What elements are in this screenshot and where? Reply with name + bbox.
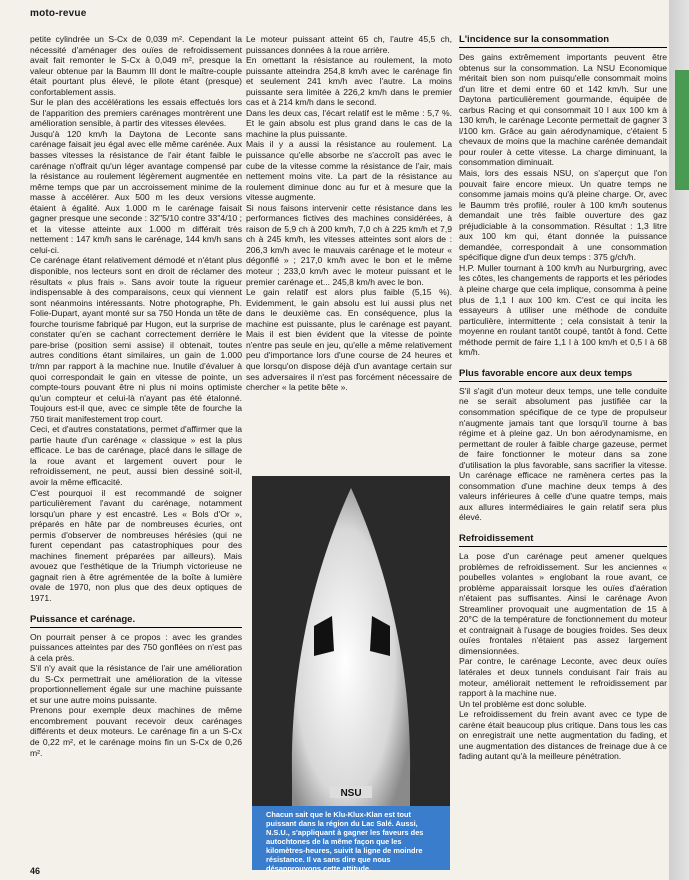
plate-label: NSU: [340, 788, 362, 799]
paragraph: C'est pourquoi il est recommandé de soigner particulièrement l'avant du carénage, notamment lorsqu'un phare y est encastré. Les « Bols d'Or », préparés en hâte par de nombreuses écuries, ont permis d'observer de nombreuses hérésies (qui ne furent cependant pas catastrophiques pour des machines finement préparées par ailleurs). Mais avouez que l'esthétique de la Triumph victorieuse ne gagnait rien à être agrémentée de la boîte à lumière ovale de 1970, non plus que des deux optiques de 1971.: [30, 487, 242, 603]
paragraph: H.P. Muller tournant à 100 km/h au Nurburgring, avec les côtes, les changements de rapports et les périodes à pleine charge que cela implique, consomma à peine plus de 1,1 l aux 100 km. C'est ce qui incita les essayeurs à utiliser une méthode de conduite particulière, intermittente ; cela consistait à tenir la moyenne en roulant tantôt coupé, tantôt à fond. Cette méthode permit de faire 1,1 l à 100 km/h et 0,5 l à 68 km/h.: [459, 262, 667, 358]
magazine-header: moto-revue: [30, 8, 87, 19]
paragraph: La pose d'un carénage peut amener quelques problèmes de refroidissement. Sur les anciennes « poubelles volantes » englobant la roue avant, ce problème apparaissait lorsque les ouïes d'aération n'étaient pas suffisantes. Ainsi le carénage Avon Streamliner provoquait une augmentation de 15 à 20°C de la température de fonctionnement du moteur et contraignait à l'usage de bougies froides. Ses deux ouïes frontales n'étaient pas assez largement dimensionnées.: [459, 550, 667, 656]
paragraph: Si nous faisons intervenir cette résistance dans les performances fictives des machines considérées, à raison de 5,9 ch à 200 km/h, 7,0 ch à 225 km/h et 7,9 ch à 245 km/h, les vitesses atteintes sont alors de : 206,3 km/h avec le mauvais carénage et le moteur « dégonflé » ; 217,0 km/h avec le bon et le même moteur ; 233,0 km/h avec le moteur puissant et le premier carénage et... 245,8 km/h avec le bon.: [246, 202, 452, 287]
paragraph: Sur le plan des accélérations les essais effectués lors de l'apparition des premiers carénages montrèrent une amélioration sensible, à partir des vitesses élevées.: [30, 97, 242, 129]
page-edge: [669, 0, 689, 880]
photo-caption: Chacun sait que le Klu-Klux-Klan est tout puissant dans la région du Lac Salé. Aussi, N.S.U., s'appliquant à gagner les faveurs des autochtones de la même façon que les kilomètres-heures, suivit la ligne de moindre résistance. Il va sans dire que nous désapprouvons cette attitude.: [252, 806, 450, 870]
paragraph: Mais il y a aussi la résistance au roulement. La puissance qu'elle absorbe ne s'accroît pas avec le cube de la vitesse comme la résistance de l'air, mais nettement moins vite. La part de la résistance au roulement diminue donc au fur et à mesure que la vitesse augmente.: [246, 139, 452, 203]
paragraph: Jusqu'à 120 km/h la Daytona de Leconte sans carénage faisait jeu égal avec elle même carénée. Aux basses vitesses la résistance de l'air étant faible le carénage n'offrait qu'un léger avantage compensé par la résistance au roulement légèrement augmentée en même temps que par un accroissement minime de la masse à accélérer. Aux 500 m les deux versions étaient à égalité. Aux 1.000 m le carénage faisait gagner presque une seconde : 32"5/10 contre 33"4/10 ; et la vitesse atteinte aux 1.000 m différait très nettement : 147 km/h sans le carénage, 144 km/h sans celui-ci.: [30, 128, 242, 255]
paragraph: S'il n'y avait que la résistance de l'air une amélioration du S-Cx permettrait une amélioration de la vitesse proportionnellement égale sur une machine puissante et sur une autre moins puissante.: [30, 663, 242, 705]
paragraph: Ce carénage étant relativement démodé et n'étant plus disponible, nos lecteurs sont en droit de réclamer des résultats « plus frais ». Sans avoir toute la rigueur indispensable à des comparaisons, ceux qui viennent sont néanmoins intéressants. Notre photographe, Ph. Folie-Dupart, ayant monté sur sa 750 Honda un tête de fourche tourisme fabriqué par Hugon, eut la surprise de constater qu'en se cachant correctement derrière le pare-brise (position semi assise) il obtenait, toutes autres conditions étant similaires, un gain de 1.000 tr/mn par rapport à la machine nue. Inutile d'évaluer à quoi correspondait le gain en vitesse de pointe, un compte-tours pouvant être ni plus ni moins optimiste qu'un compteur et celui-là n'ayant pas été étalonné. Toujours est-il que, avec ce simple tête de fourche la 750 tirait manifestement trop court.: [30, 255, 242, 424]
paragraph: Un tel problème est donc soluble.: [459, 698, 587, 709]
paragraph: Par contre, le carénage Leconte, avec deux ouïes latérales et deux tunnels conduisant l'air frais au moteur, améliorait nettement le refroidissement par rapport à la machine nue.: [459, 656, 667, 699]
paragraph: En omettant la résistance au roulement, la moto puissante atteindra 254,8 km/h avec le carénage fin et seulement 241 km/h avec l'autre. La moins puissante sera limitée à 226,2 km/h dans le premier cas et à 214 km/h dans le second.: [246, 55, 452, 108]
paragraph: Mais, lors des essais NSU, on s'aperçut que l'on pouvait faire encore mieux. Un quatre temps ne consomme jamais moins qu'à pleine charge. Or, avec le Baumm très profilé, rouler à 100 km/h soutenus demandait une très faible ouverture des gaz préjudiciable à la consommation. Résultat : 1,3 litre aux 100 km qui, étant donnée la puissance demandée, correspondait à une consommation spécifique digne d'un deux temps : 375 g/ch/h.: [459, 168, 667, 263]
column-1: [30, 34, 242, 758]
column-2: [246, 34, 452, 393]
paragraph: Dans les deux cas, l'écart relatif est le même : 5,7 %. Et le gain absolu est plus grand dans le cas de la machine la plus puissante.: [246, 107, 452, 139]
page-number: 46: [30, 866, 41, 876]
paragraph: petite cylindrée un S-Cx de 0,039 m². Cependant la nécessité d'aménager des ouïes de refroidissement avait fait remonter le S-Cx à 0,049 m², presque la valeur obtenue par la Baumm III dont le maître-couple était pourtant plus élevé, le pilote étant (presque) confortablement assis.: [30, 34, 242, 97]
column-3: [459, 34, 667, 762]
paragraph: On pourrait penser à ce propos : avec les grandes puissances atteintes par des 750 gonflées on n'est pas à cela près.: [30, 631, 242, 663]
paragraph: S'il s'agit d'un moteur deux temps, une telle conduite ne se serait absolument pas justifiée car la consommation spécifique de ce type de propulseur n'augmente jamais tant que lorsqu'il tourne à bas régime et à pleine gaz. Un bon aérodynamisme, en permettant de rouler à faible charge gazeuse, permet de faire fonctionner le moteur dans sa zone d'utilisation la plus favorable, sans sacrifier la vitesse. Un carénage efficace ne ramènera certes pas la consommation d'une machine deux temps à des valeurs inférieures à celle d'une quatre temps, mais aux allures intermédiaires le gain relatif sera plus élevé.: [459, 385, 667, 523]
section-heading: Plus favorable encore aux deux temps: [459, 368, 667, 382]
fairing-illustration: [252, 476, 450, 806]
fairing-photo: [252, 476, 450, 806]
section-heading: Refroidissement: [459, 533, 667, 547]
section-heading: L'incidence sur la consommation: [459, 34, 667, 48]
paragraph: Le moteur puissant atteint 65 ch, l'autre 45,5 ch, puissances données à la roue arrière.: [246, 34, 452, 55]
paragraph: Le gain relatif est alors plus faible (5,15 %). Evidemment, le gain absolu est lui aussi plus net dans le deuxième cas. En conséquence, plus la machine est puissante, plus le carénage est payant. Mais il est bien évident que la vitesse de pointe n'entre pas seule en jeu, qu'elle a même relativement peu d'importance lors d'une course de 24 heures et que lorsqu'on dispose déjà d'un avantage certain sur ses adversaires il n'est pas forcément nécessaire de chercher « la petite bête ».: [246, 287, 452, 393]
edge-tab: [675, 70, 689, 190]
paragraph: Ceci, et d'autres constatations, permet d'affirmer que la partie haute d'un carénage « classique » est la plus efficace. Le bas de carénage, placé dans le sillage de la roue avant et largement ouvert pour le refroidissement, ne peut, aussi bien dessiné soit-il, avoir la même efficacité.: [30, 424, 242, 487]
paragraph: Des gains extrêmement importants peuvent être obtenus sur la consommation. La NSU Economique méritait bien son nom puisqu'elle consommait moins d'un litre et demi entre 60 et 142 km/h. Sur une Daytona particulièrement gourmande, équipée de carbus Racing et qui consommait 10 l aux 100 km à 130 km/h, le carénage Leconte permettait de gagner 3 l/100 km. Grâce au gain aérodynamique, c'étaient 5 chevaux de moins que la machine carénée demandait pour rouler à cette vitesse. La charge diminuant, la consommation diminuait.: [459, 52, 667, 168]
paragraph: Le refroidissement du frein avant avec ce type de carène était beaucoup plus critique. Dans tous les cas on enregistrait une nette augmentation du fading, et une augmentation des distances de freinage due à ce fading autant qu'à la meilleure pénétration.: [459, 709, 667, 762]
paragraph: Prenons pour exemple deux machines de même encombrement pouvant recevoir deux carénages différents et deux moteurs. Le carénage fin a un S-Cx de 0,22 m², et le carénage moins fin un S-Cx de 0,26 m².: [30, 705, 242, 758]
section-heading: Puissance et carénage.: [30, 614, 242, 628]
